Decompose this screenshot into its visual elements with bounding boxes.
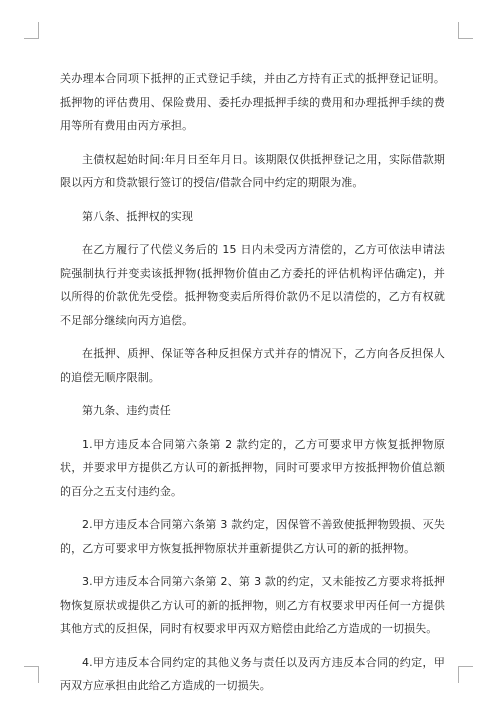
crop-mark-top-left: [24, 22, 39, 39]
paragraph-breach-clause-1: 1.甲方违反本合同第六条第 2 款约定的，乙方可要求甲方恢复抵押物原状，并要求甲方提供乙方认可的新抵押物，同时可要求甲方按抵押物价值总额的百分之五支付违约金。: [60, 437, 445, 498]
crop-mark-top-right: [458, 22, 473, 39]
paragraph-breach-clause-4: 4.甲方违反本合同约定的其他义务与责任以及丙方违反本合同的约定，甲丙双方应承担由此给乙方造成的一切损失。: [60, 655, 445, 692]
heading-article-9: 第九条、违约责任: [82, 404, 171, 417]
paragraph-principal-term: 主债权起始时间:年月日至年月日。该期限仅供抵押登记之用，实际借款期限以丙方和贷款银行签订的授信/借款合同中约定的期限为准。: [60, 152, 445, 189]
document-body: [60, 67, 445, 708]
heading-article-8: 第八条、抵押权的实现: [82, 209, 193, 223]
paragraph-breach-clause-2: 2.甲方违反本合同第六条第 3 款约定，因保管不善致使抵押物毁损、灭失的，乙方可要求甲方恢复抵押物原状并重新提供乙方认可的新的抵押物。: [60, 518, 445, 555]
paragraph-enforcement: 在乙方履行了代偿义务后的 15 日内未受丙方清偿的，乙方可依法申请法院强制执行并变卖该抵押物(抵押物价值由乙方委托的评估机构评估确定)，并以所得的价款优先受偿。抵押物变卖后所得价款仍不足以清偿的，乙方有权就不足部分继续向丙方追偿。: [60, 243, 445, 327]
crop-mark-bottom-right: [458, 666, 473, 683]
paragraph-registration-fees: 关办理本合同项下抵押的正式登记手续，并由乙方持有正式的抵押登记证明。抵押物的评估费用、保险费用、委托办理抵押手续的费用和办理抵押手续的费用等所有费用由丙方承担。: [60, 72, 445, 132]
paragraph-breach-clause-3: 3.甲方违反本合同第六条第 2、第 3 款的约定，又未能按乙方要求将抵押物恢复原状或提供乙方认可的新的抵押物，则乙方有权要求甲丙任何一方提供其他方式的反担保，同时有权要求甲丙双方赔偿由此给乙方造成的一切损失。: [60, 575, 445, 635]
paragraph-counter-guarantee: 在抵押、质押、保证等各种反担保方式并存的情况下，乙方向各反担保人的追偿无顺序限制。: [60, 347, 445, 384]
crop-mark-bottom-left: [24, 666, 39, 683]
